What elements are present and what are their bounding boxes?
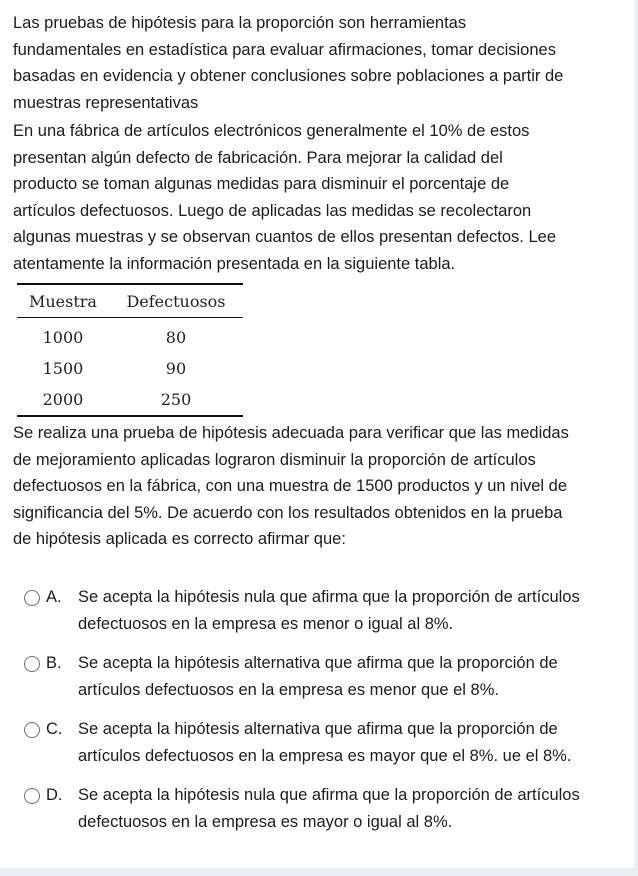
cell-defectuosos: 80 xyxy=(165,328,187,347)
context-line: presentan algún defecto de fabricación. Para mejorar la calidad del xyxy=(13,148,503,167)
option-b-text[interactable] xyxy=(78,650,638,703)
context-paragraph xyxy=(13,118,625,278)
option-c-radio[interactable] xyxy=(24,722,40,738)
table-row xyxy=(17,384,243,416)
context-line: atentamente la información presentada en la siguiente tabla. xyxy=(13,254,456,273)
cell-defectuosos: 250 xyxy=(109,384,243,416)
option-a-radio[interactable] xyxy=(24,590,40,606)
table-row xyxy=(17,318,243,354)
table-row xyxy=(17,353,243,384)
data-table-wrapper xyxy=(17,283,243,417)
header-muestra: Muestra xyxy=(17,284,109,318)
question-line: significancia del 5%. De acuerdo con los resultados obtenidos en la prueba xyxy=(13,503,563,522)
question-line: defectuosos en la fábrica, con una muestra de 1500 productos y un nivel de xyxy=(13,477,568,496)
option-line: defectuosos en la empresa es mayor o igual al 8%. xyxy=(78,812,453,831)
option-c-text[interactable] xyxy=(78,716,638,769)
context-line: algunas muestras y se observan cuantos de ellos presentan defectos. Lee xyxy=(13,228,557,247)
table-header-row xyxy=(17,284,243,318)
intro-line: fundamentales en estadística para evaluar afirmaciones, tomar decisiones xyxy=(13,40,556,59)
option-a-text[interactable] xyxy=(78,584,638,637)
option-line: Se acepta la hipótesis alternativa que afirma que la proporción de xyxy=(78,720,558,738)
cell-muestra: 1500 xyxy=(42,359,84,378)
option-line: Se acepta la hipótesis alternativa que afirma que la proporción de xyxy=(78,654,558,672)
question-line: Se realiza una prueba de hipótesis adecuada para verificar que las medidas xyxy=(13,424,569,442)
option-b-letter: B. xyxy=(46,654,62,672)
context-line: En una fábrica de artículos electrónicos generalmente el 10% de estos xyxy=(13,122,530,140)
option-line: artículos defectuosos en la empresa es menor que el 8%. xyxy=(78,680,499,699)
question-paragraph xyxy=(13,420,625,553)
option-line: artículos defectuosos en la empresa es mayor que el 8%. ue el 8%. xyxy=(78,746,572,765)
option-line: Se acepta la hipótesis nula que afirma que la proporción de artículos xyxy=(78,588,580,606)
option-a-letter: A. xyxy=(46,588,62,606)
context-line: artículos defectuosos. Luego de aplicadas las medidas se recolectaron xyxy=(13,201,532,220)
cell-muestra: 1000 xyxy=(42,328,84,347)
question-line: de mejoramiento aplicadas lograron disminuir la proporción de artículos xyxy=(13,450,536,469)
intro-line: Las pruebas de hipótesis para la proporción son herramientas xyxy=(13,14,467,32)
header-defectuosos: Defectuosos xyxy=(109,284,243,318)
intro-paragraph xyxy=(13,10,625,116)
option-c-letter: C. xyxy=(46,720,63,738)
cell-muestra: 2000 xyxy=(17,384,109,416)
option-d-radio[interactable] xyxy=(24,788,40,804)
question-line: de hipótesis aplicada es correcto afirmar que: xyxy=(13,530,346,549)
option-line: defectuosos en la empresa es menor o igual al 8%. xyxy=(78,614,454,633)
context-line: producto se toman algunas medidas para disminuir el porcentaje de xyxy=(13,175,510,194)
intro-line: basadas en evidencia y obtener conclusiones sobre poblaciones a partir de xyxy=(13,67,564,86)
intro-line: muestras representativas xyxy=(13,93,199,112)
option-b-radio[interactable] xyxy=(24,656,40,672)
option-line: Se acepta la hipótesis nula que afirma que la proporción de artículos xyxy=(78,786,580,804)
data-table xyxy=(17,283,243,417)
option-d-text[interactable] xyxy=(78,782,638,835)
cell-defectuosos: 90 xyxy=(165,359,187,378)
option-d-letter: D. xyxy=(46,786,63,804)
